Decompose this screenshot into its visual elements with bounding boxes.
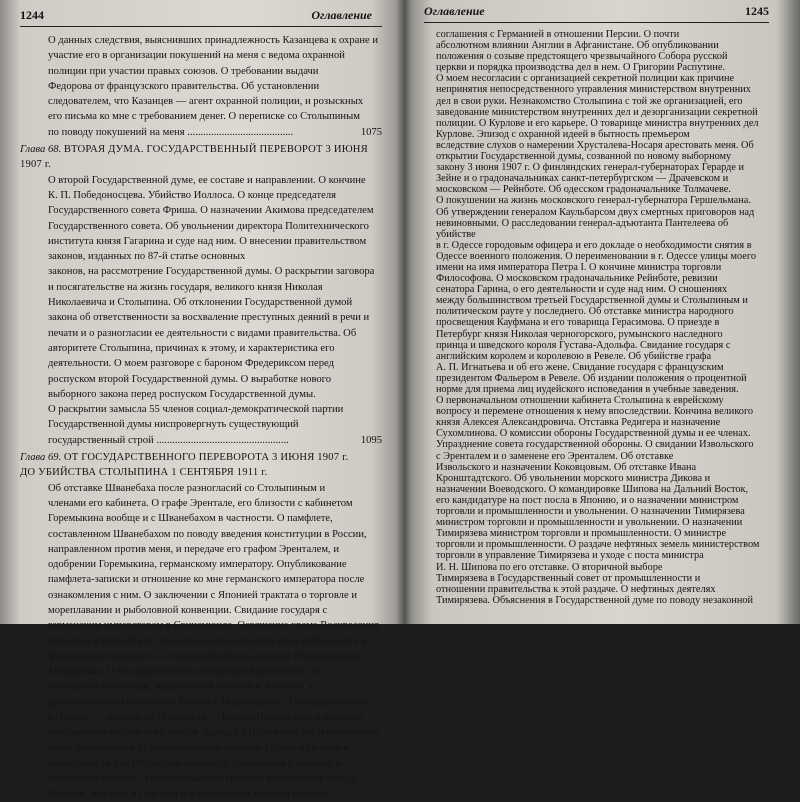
toc-line: авторитете Столыпина, причинах к этому, и характеристика его xyxy=(48,342,335,354)
left-page-content xyxy=(20,8,382,802)
toc-line: государственный строй .................................................. 1095 xyxy=(48,433,382,448)
toc-chapter-69 xyxy=(20,450,382,802)
toc-line: Философова. О московском градоначальнике Рейнботе, ревизии xyxy=(436,273,718,285)
toc-line: германским императором в Свинемюнде. Освящение храма Воскресения xyxy=(48,620,379,632)
toc-line: сенатора Гарина, о его деятельности и суде над ним. О сношениях xyxy=(436,284,728,296)
toc-line: английским королем и королевою в Ревеле. Об убийстве графа xyxy=(436,350,712,362)
toc-line: министром торговли и промышленности и увольнении. О назначении xyxy=(436,517,743,529)
chapter-title: ВТОРАЯ ДУМА. ГОСУДАРСТВЕННЫЙ ПЕРЕВОРОТ 3 ИЮНЯ 1907 г. xyxy=(20,144,368,171)
toc-line: соглашения с Германией в отношении Персии. О почти xyxy=(436,29,680,40)
toc-line: направленном против меня, и передаче его графом Эренталем, и xyxy=(48,543,340,555)
toc-line: князя Алексея Александровича. Отставка Редигера и назначение xyxy=(436,417,721,429)
toc-line: Кронштадтского. Об увольнении морского министра Дикова и xyxy=(436,472,711,484)
toc-line: в г. Одессе городовым офицера и его докладе о необходимости снятия в xyxy=(436,239,752,251)
toc-line: Об утверждении генералом Каульбарсом двух смертных приговоров над xyxy=(436,206,755,218)
toc-line: ознакомления с ним. О заключении с Японией трактата о торговле и xyxy=(48,589,357,601)
chapter-contents xyxy=(20,481,382,802)
toc-line: в Париже — по пути из Портсмута — Козелл-Поклевским и передаче xyxy=(48,712,363,724)
right-page-number: 1245 xyxy=(745,4,769,18)
toc-line: О моем несогласии с организацией секретной полиции как причине xyxy=(436,73,735,85)
chapter-heading xyxy=(20,142,382,173)
toc-line: норме для приема лиц иудейского исповедания в учебные заведения. xyxy=(436,384,739,395)
toc-line: вследствие слухов о намерении Хрусталева-Носаря арестовать меня. Об xyxy=(436,139,754,151)
toc-line: выборного закона перед роспуском Государственной думы. xyxy=(48,388,316,400)
toc-line: абсолютном влиянии Англии в Афганистане. Об опубликовании xyxy=(436,40,719,52)
toc-line: закона об ответственности за восхваление преступных деяний в речи и xyxy=(48,312,370,324)
toc-entry-continued xyxy=(424,29,769,606)
right-running-head xyxy=(424,4,769,22)
toc-line: между большинством третьей Государственной думы и Столыпиным и xyxy=(436,295,748,307)
left-running-head xyxy=(20,8,382,26)
toc-line: Россией, Англией и Персией и о заключении Россией особого xyxy=(48,788,329,800)
left-head-rule xyxy=(20,26,382,27)
toc-line: Петербург князя Николая черногорского, румынского наследного xyxy=(436,328,723,340)
toc-line: О раскрытии замысла 55 членов социал-демократической партии xyxy=(48,404,344,416)
toc-line: участие его в организации покушений на меня с ведома охранной xyxy=(48,50,345,62)
toc-line: О первоначальном отношении кабинета Столыпина к еврейскому xyxy=(436,395,724,407)
toc-line: К. П. Победоносцева. Убийство Иоллоса. О конце председателя xyxy=(48,189,336,201)
toc-line: составленном Шванебахом по поводу введения конституции в России, xyxy=(48,528,367,540)
toc-line: назначении Воеводского. О командировке Шипова на Дальний Восток, xyxy=(436,483,749,495)
toc-line: закону 3 июня 1907 г. О финляндских генерал-губернаторах Герарде и xyxy=(436,162,745,174)
toc-line: финляндских шхерах и о ее командире флаг-капитане Нилове и князе xyxy=(48,650,363,662)
toc-line: дел в свои руки. Незнакомство Столыпина с той же организацией, его xyxy=(436,95,743,107)
toc-line-text: государственный строй xyxy=(48,434,154,446)
toc-line: невиновными. О расследовании генерал-адъютанта Пантелеева об убийстве xyxy=(436,217,729,240)
toc-line: института князя Гагарина и суде над ним. О внесении правительством xyxy=(48,235,367,247)
toc-line: торговли и промышленности. О раздаче нефтяных земель министерством xyxy=(436,539,760,551)
toc-line: приглашения английского короля Эдуарда VII посетить его и отклонении xyxy=(48,727,380,739)
toc-line: Тимирязева. Объяснения в Государственной думе по поводу незаконной xyxy=(436,594,754,606)
toc-line: московском — Рейнботе. Об одесском градоначальнике Толмачеве. xyxy=(436,184,731,196)
toc-line: открытии Государственной думы, созванной по новому выборному xyxy=(436,151,732,163)
toc-line: законов, изданных по 87-й статье основных xyxy=(48,251,246,263)
toc-line: просвещения Кауфмана и его товарища Герасимова. О приезде в xyxy=(436,317,720,329)
toc-line: политическом рауте у последнего. Об отставке министра народного xyxy=(436,306,734,318)
toc-line: Федорова от французского правительства. Об установлении xyxy=(48,80,320,92)
toc-line-text: по поводу покушений на меня xyxy=(48,126,185,138)
toc-line: Мещерском. О государственном контролере Харитонове. Об xyxy=(48,666,322,678)
toc-line: вопросу и перемене отношения к нему впоследствии. Кончина великого xyxy=(436,406,754,418)
toc-line: законов, на рассмотрение Государственной думы. О раскрытии заговора xyxy=(48,266,375,278)
toc-line: имени на имя императора Петра I. О кончине министра торговли xyxy=(436,261,722,273)
toc-line: Сухомлинова. О комиссии обороны Государственной думы и ее членах. xyxy=(436,428,751,440)
toc-line: Тимирязева министром торговли и промышленности. О министре xyxy=(436,528,727,540)
right-page-content xyxy=(424,4,769,606)
toc-chapter-68 xyxy=(20,142,382,448)
toc-line: памфлета-записки и отношение ко мне германского императора после xyxy=(48,574,365,586)
toc-line: торговли в управление Тимирязева и уходе с поста министра xyxy=(436,550,704,562)
chapter-contents xyxy=(20,173,382,448)
toc-line: отношении конвенции, заключенной Россией и Японией, к xyxy=(48,681,315,693)
toc-line: непринятия непосредственного управления министерством внутренних xyxy=(436,84,751,96)
toc-line: Горемыкина вообще и с Шванебахом в частности. О памфлете, xyxy=(48,513,333,525)
toc-line: следователем, что Казанцев — агент охранной полиции, и розыскных xyxy=(48,96,364,108)
toc-line: с Эренталем и о заменене его Эренталем. Об отставке xyxy=(436,450,674,462)
right-running-title: Оглавление xyxy=(424,4,485,18)
toc-line: президентом Фальером в Ревеле. Об издании положения о процентной xyxy=(436,372,747,384)
toc-line: Тимирязева в Государственный совет от промышленности и xyxy=(436,572,701,584)
toc-line: Христова в Петербурге. Об аварии императорской яхты «Штандарт» в xyxy=(48,635,366,647)
toc-page-number: 1095 xyxy=(360,434,382,446)
chapter-label: Глава 69. xyxy=(20,452,62,464)
toc-page-number: 1075 xyxy=(360,126,382,138)
toc-line: полиции при участии правых союзов. О требовании выдачи xyxy=(48,65,319,77)
toc-line: Упразднение совета государственной обороны. О свидании Извольского xyxy=(436,439,754,451)
toc-line: полиции. О Курлове и его карьере. О товарище министра внутренних дел xyxy=(436,117,759,129)
toc-line: Одессе военного положения. О переименовании в г. Одессе улицы моего xyxy=(436,250,756,262)
toc-line: торговли и промышленности и увольнении. О назначении Тимирязева xyxy=(436,506,745,518)
toc-line: И. Н. Шипова по его отставке. О вторичной выборе xyxy=(436,561,663,573)
toc-line: отношении Персии. О вмешательстве Германии в отношения между xyxy=(48,773,357,785)
chapter-label: Глава 68. xyxy=(20,144,62,156)
toc-line: церкви и порядка производства дел в нем. О Григории Распутине. xyxy=(436,62,725,74)
toc-line: принца и шведского короля Густава-Адольфа. Свидание государя с xyxy=(436,339,731,351)
toc-line: О второй Государственной думе, ее составе и направлении. О кончине xyxy=(48,174,366,186)
toc-line: одобрении Горемыкина, германскому императору. Опубликование xyxy=(48,559,347,571)
toc-line: Государственного совета Фриша. О назначении Акимова председателем xyxy=(48,205,374,217)
toc-line: членами его кабинета. О графе Эрентале, его близости с кабинетом xyxy=(48,497,353,509)
left-running-title: Оглавление xyxy=(311,8,372,22)
toc-line: Курлове. Эпизод с охранной идеей в бытность премьером xyxy=(436,128,690,140)
chapter-title: ОТ ГОСУДАРСТВЕННОГО ПЕРЕВОРОТА 3 ИЮНЯ 1907 г. xyxy=(63,452,349,464)
toc-line: деятельности. О моем разговоре с бароном Фредериксом перед xyxy=(48,358,334,370)
toc-line: печати и о разногласии ее деятельности с видами правительства. Об xyxy=(48,327,357,339)
toc-entry-continued xyxy=(20,33,382,140)
toc-line: действительного положения России в Маньчжурии. О посещении меня xyxy=(48,696,370,708)
left-page-number: 1244 xyxy=(20,8,44,22)
toc-line: Извольского и назначении Коковцовым. Об отставке Ивана xyxy=(436,461,697,473)
toc-line: О данных следствия, выяснивших принадлежность Казанцева к охране и xyxy=(48,35,379,46)
toc-line: Зейне и о градоначальниках санкт-петербургском — Драчевском и xyxy=(436,173,729,185)
toc-line: его письма ко мне с требованием денег. О переписке со Столыпиным xyxy=(48,111,360,123)
toc-line: этого приглашения. О доминирующем влиянии России в Персии и xyxy=(48,742,349,754)
toc-line: положения о созыве предстоящего чрезвычайного Собора русской xyxy=(436,51,728,63)
toc-line: и посягательстве на жизнь государя, великого князя Николая xyxy=(48,281,323,293)
toc-line: заведование министерством внутренних дел и дезорганизации секретной xyxy=(436,106,758,118)
right-head-rule xyxy=(424,22,769,23)
toc-line: невыгодности для России заключенного соглашения с Англией в xyxy=(48,757,342,769)
chapter-title-cont: ДО УБИЙСТВА СТОЛЫПИНА 1 СЕНТЯБРЯ 1911 г. xyxy=(20,467,268,479)
toc-line: Государственного совета. Об увольнении директора Политехнического xyxy=(48,220,369,232)
right-page xyxy=(404,0,800,624)
toc-line: О покушении на жизнь московского генерал-губернатора Гершельмана. xyxy=(436,195,751,207)
toc-line: его кандидатуре на пост посла в Японию, и о назначении министром xyxy=(436,494,739,506)
toc-line: роспуском второй Государственной думы. О выработке нового xyxy=(48,373,332,385)
book-gutter-shadow xyxy=(396,0,412,624)
toc-line: Об отставке Шванебаха после разногласий со Столыпиным и xyxy=(48,482,326,494)
chapter-heading xyxy=(20,450,382,465)
toc-line: Николаевича и Столыпина. Об отклонении Государственной думой xyxy=(48,297,353,309)
toc-line: отношении правительства к этой раздаче. О нефтяных деятелях xyxy=(436,583,716,595)
toc-line: мореплавании и рыболовной конвенции. Свидание государя с xyxy=(48,604,328,616)
toc-line: Государственной думы ниспровергнуть существующий xyxy=(48,419,299,431)
toc-line: по поводу покушений на меня ........................................ 1075 xyxy=(48,125,382,140)
toc-line: А. П. Игнатьева и об его жене. Свидание государя с французским xyxy=(436,361,724,373)
